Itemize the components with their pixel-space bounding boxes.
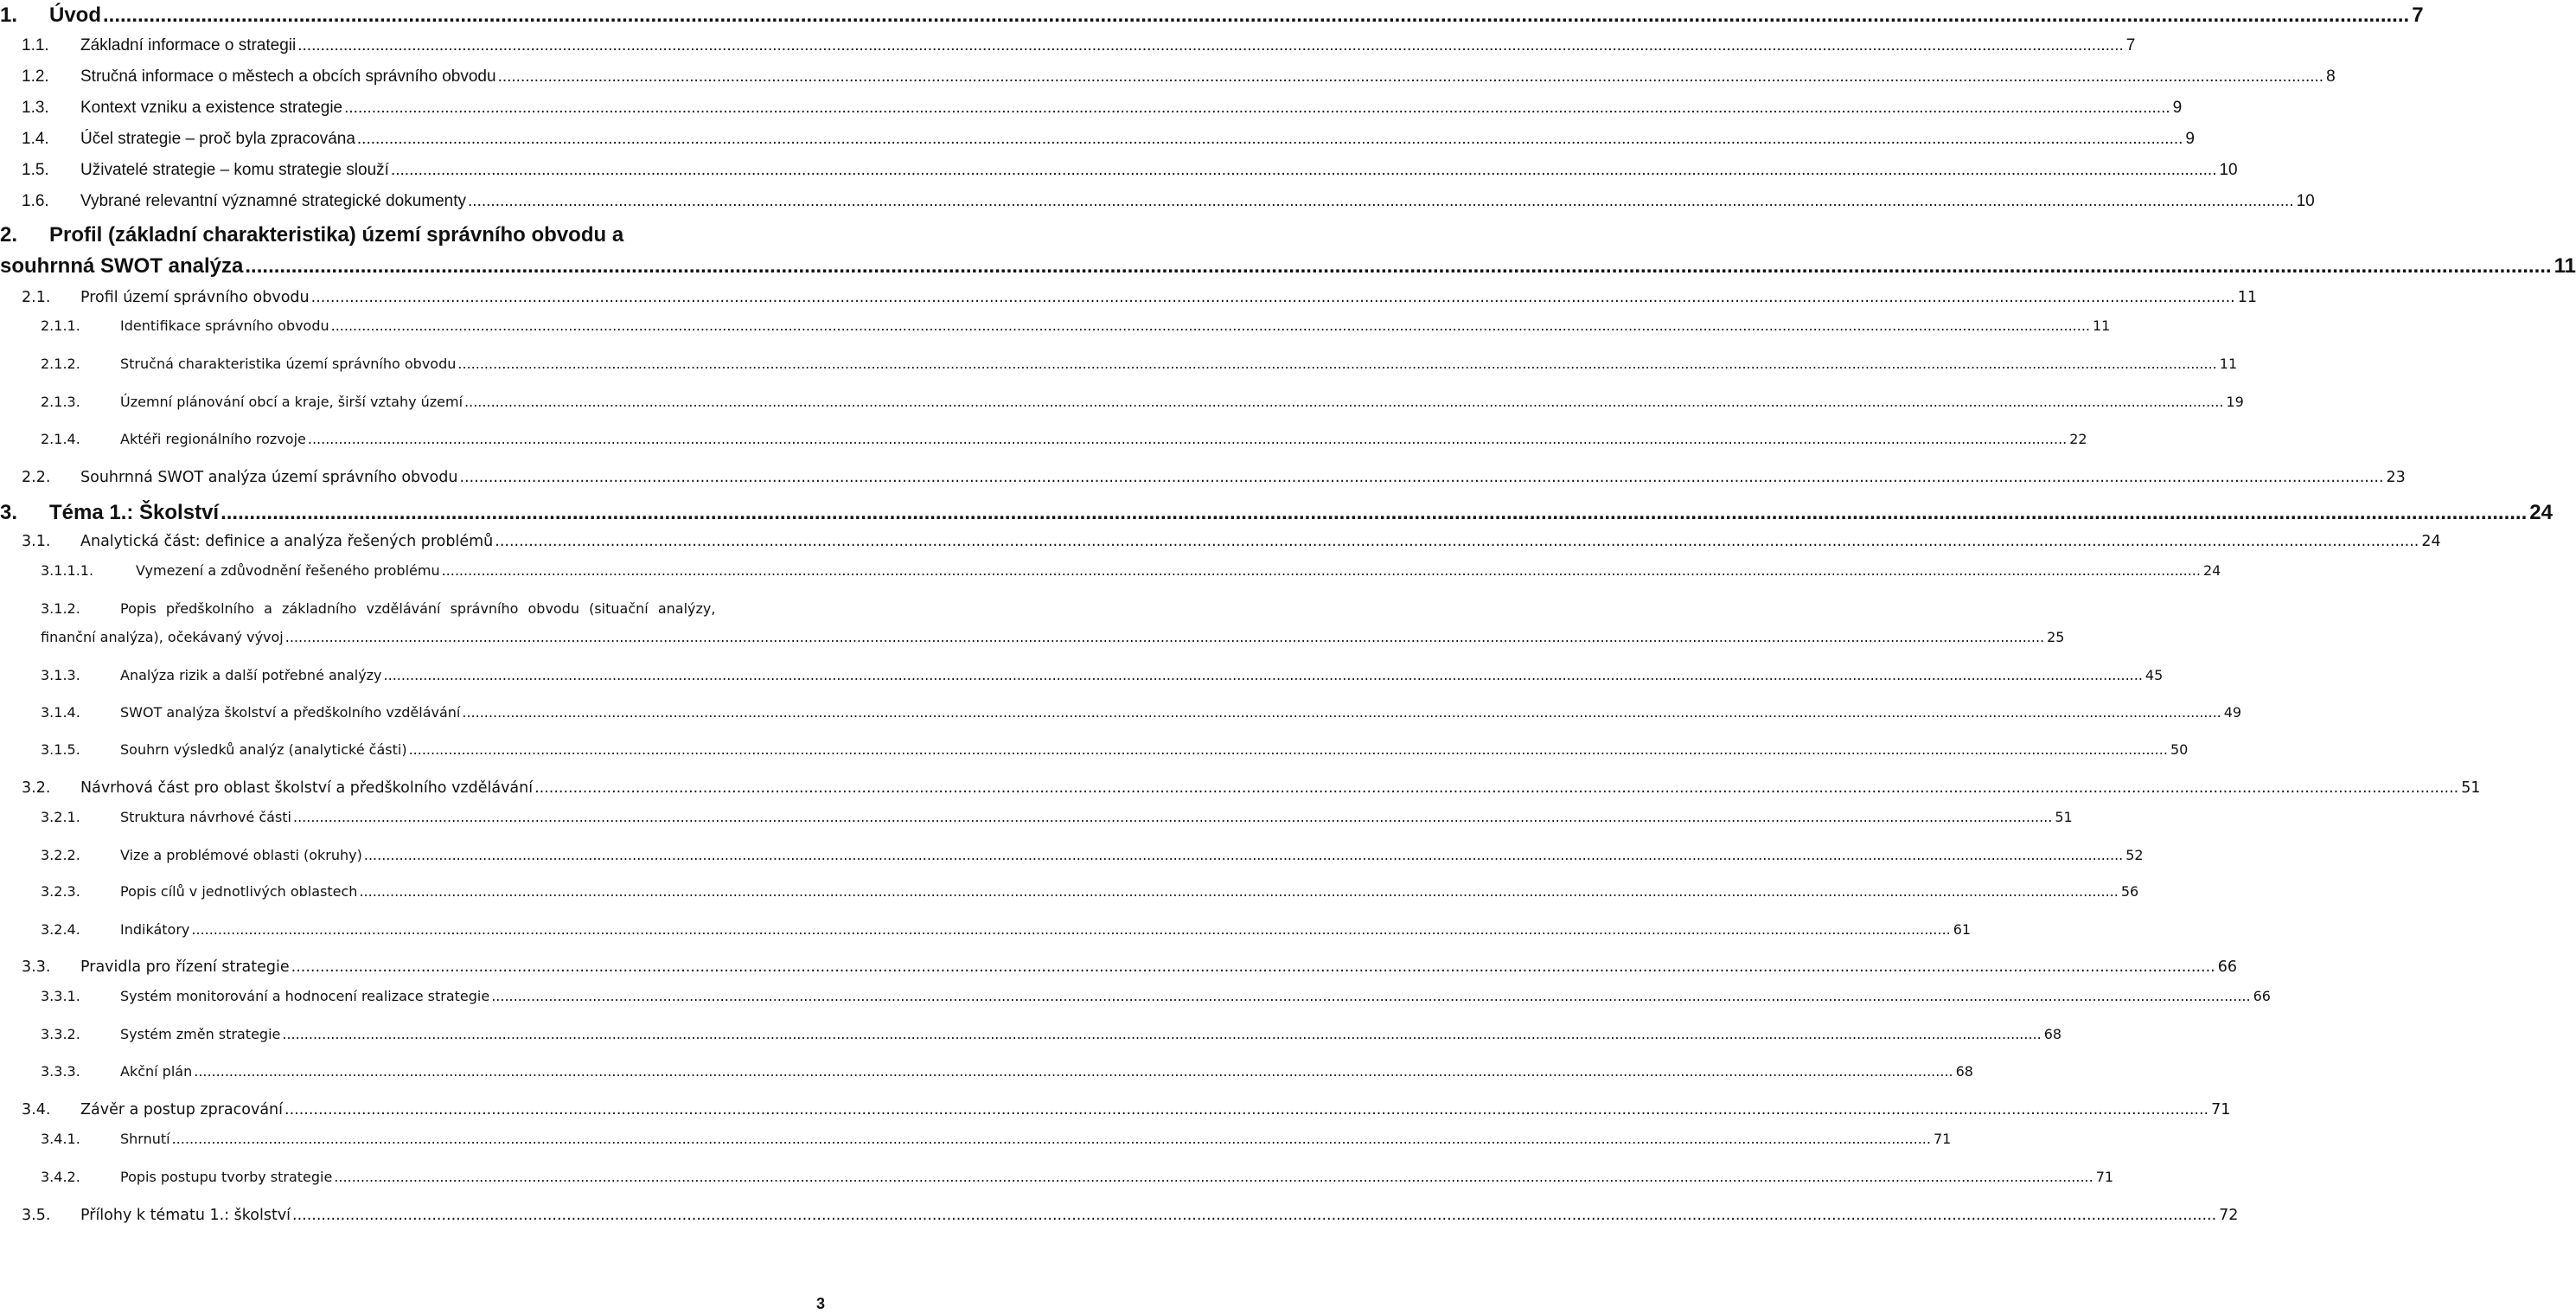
- toc-entry-title: Analytická část: definice a analýza řešených problémů: [80, 533, 494, 550]
- toc-entry-page: 50: [2170, 741, 2189, 758]
- toc-leader-dots: ................................................................................................................................................................................................................................................................................................................................................................................................................: [491, 988, 2251, 1004]
- toc-entry-page: 68: [1955, 1063, 1973, 1080]
- toc-entry-page: 11: [2093, 317, 2111, 334]
- toc-entry[interactable]: [41, 988, 2271, 1004]
- toc-entry-title: Indikátory: [120, 921, 190, 938]
- toc-entry[interactable]: [41, 600, 825, 617]
- toc-entry-title: Uživatelé strategie – komu strategie slouží: [80, 161, 389, 179]
- toc-entry-page: 10: [2219, 161, 2238, 179]
- toc-entry[interactable]: [41, 431, 2087, 447]
- toc-leader-dots: ................................................................................................................................................................................................................................................................................................................................................................................................................: [293, 809, 2053, 825]
- toc-entry-title: Struktura návrhové části: [120, 809, 291, 825]
- toc-leader-dots: ................................................................................................................................................................................................................................................................................................................................................................................................................: [310, 289, 2235, 306]
- toc-leader-dots: ................................................................................................................................................................................................................................................................................................................................................................................................................: [457, 356, 2217, 372]
- toc-entry-title: Profil území správního obvodu: [80, 289, 310, 306]
- toc-entry-title: Systém monitorování a hodnocení realizace strategie: [120, 988, 490, 1004]
- toc-entry[interactable]: [22, 161, 2238, 180]
- toc-entry[interactable]: [41, 741, 2189, 758]
- toc-entry-number: 1.1.: [22, 36, 49, 54]
- toc-entry[interactable]: [41, 356, 2238, 372]
- toc-leader-dots: ................................................................................................................................................................................................................................................................................................................................................................................................................: [495, 533, 2419, 550]
- toc-entry-title: Akční plán: [120, 1063, 193, 1080]
- toc-entry-number: 3.4.: [22, 1101, 51, 1119]
- toc-entry-number: 3.4.2.: [41, 1169, 80, 1185]
- toc-entry[interactable]: [41, 704, 2242, 721]
- toc-entry-page: 52: [2125, 847, 2144, 863]
- toc-entry[interactable]: [22, 1101, 2231, 1119]
- toc-entry-page: 19: [2226, 394, 2244, 410]
- toc-entry-number: 3.3.: [22, 958, 51, 976]
- toc-entry-page: 71: [2211, 1101, 2231, 1119]
- page-number: 3: [815, 1295, 825, 1312]
- toc-leader-dots: ................................................................................................................................................................................................................................................................................................................................................................................................................: [245, 254, 2552, 278]
- toc-entry-title: Základní informace o strategii: [80, 36, 297, 54]
- toc-entry[interactable]: [22, 289, 2258, 306]
- toc-entry[interactable]: [41, 847, 2144, 863]
- toc-leader-dots: ................................................................................................................................................................................................................................................................................................................................................................................................................: [468, 192, 2294, 210]
- toc-entry[interactable]: [22, 1207, 2239, 1224]
- toc-leader-dots: ................................................................................................................................................................................................................................................................................................................................................................................................................: [330, 317, 2090, 334]
- toc-leader-dots: ................................................................................................................................................................................................................................................................................................................................................................................................................: [363, 847, 2124, 863]
- toc-entry[interactable]: [41, 1131, 1952, 1147]
- toc-leader-dots: ................................................................................................................................................................................................................................................................................................................................................................................................................: [459, 469, 2384, 486]
- toc-entry-page: 9: [2172, 99, 2183, 117]
- toc-entry-number: 1.: [0, 3, 18, 27]
- toc-entry-page: 7: [2125, 36, 2136, 54]
- toc-entry-page: 24: [2202, 562, 2221, 579]
- toc-entry-number: 2.1.2.: [41, 356, 80, 372]
- toc-entry-title: Stručná informace o městech a obcích správního obvodu: [80, 67, 496, 86]
- toc-entry-title: Profil (základní charakteristika) území správního obvodu a: [49, 223, 624, 247]
- toc-entry-number: 1.5.: [22, 161, 49, 179]
- toc-entry[interactable]: [41, 317, 2111, 334]
- toc-entry-number: 3.1.3.: [41, 667, 80, 683]
- toc-entry[interactable]: [22, 130, 2195, 149]
- toc-entry[interactable]: [41, 921, 1972, 938]
- toc-entry-title: Přílohy k tématu 1.: školství: [80, 1207, 291, 1224]
- toc-leader-dots: ................................................................................................................................................................................................................................................................................................................................................................................................................: [334, 1169, 2093, 1185]
- toc-entry-title: Souhrnná SWOT analýza území správního obvodu: [80, 469, 458, 486]
- toc-entry-number: 3.1.: [22, 533, 51, 550]
- toc-entry[interactable]: [22, 67, 2336, 87]
- toc-entry[interactable]: [41, 1026, 2062, 1042]
- toc-entry-title: Popis předškolního a základního vzdělávání správního obvodu (situační analýzy,: [120, 600, 716, 617]
- toc-entry-page: 71: [1933, 1131, 1952, 1147]
- toc-entry-page: 66: [2217, 958, 2238, 976]
- toc-entry-number: 1.6.: [22, 192, 49, 210]
- toc-entry-page: 51: [2055, 809, 2073, 825]
- toc-leader-dots: ................................................................................................................................................................................................................................................................................................................................................................................................................: [307, 431, 2068, 447]
- toc-entry-page: 61: [1953, 921, 1972, 938]
- toc-entry[interactable]: [22, 469, 2406, 486]
- toc-entry[interactable]: [22, 958, 2238, 976]
- toc-entry-page: 71: [2095, 1169, 2114, 1185]
- toc-entry-number: 2.1.4.: [41, 431, 80, 447]
- toc-entry-number: 3.3.1.: [41, 988, 80, 1004]
- toc-leader-dots: ................................................................................................................................................................................................................................................................................................................................................................................................................: [297, 36, 2124, 54]
- toc-leader-dots: ................................................................................................................................................................................................................................................................................................................................................................................................................: [103, 3, 2410, 27]
- toc-entry-number: 3.2.: [22, 779, 51, 797]
- toc-entry-number: 3.4.1.: [41, 1131, 80, 1147]
- toc-entry[interactable]: [41, 667, 2164, 683]
- toc-leader-dots: ................................................................................................................................................................................................................................................................................................................................................................................................................: [441, 562, 2201, 579]
- toc-entry-title: Souhrn výsledků analýz (analytické části): [120, 741, 407, 758]
- toc-leader-dots: ................................................................................................................................................................................................................................................................................................................................................................................................................: [284, 629, 2045, 645]
- toc-leader-dots: ................................................................................................................................................................................................................................................................................................................................................................................................................: [356, 130, 2183, 148]
- toc-leader-dots: ................................................................................................................................................................................................................................................................................................................................................................................................................: [390, 161, 2217, 179]
- toc-entry-number: 1.2.: [22, 67, 49, 86]
- toc-leader-dots: ................................................................................................................................................................................................................................................................................................................................................................................................................: [534, 779, 2459, 797]
- toc-entry-page: 9: [2185, 130, 2195, 148]
- toc-leader-dots: ................................................................................................................................................................................................................................................................................................................................................................................................................: [221, 501, 2528, 524]
- toc-entry[interactable]: [41, 562, 2221, 579]
- toc-entry[interactable]: [41, 394, 2244, 410]
- toc-entry-title: Účel strategie – proč byla zpracována: [80, 130, 355, 148]
- toc-entry[interactable]: [41, 883, 2139, 900]
- toc-entry-page: 24: [2529, 501, 2553, 524]
- toc-entry-page: 72: [2219, 1207, 2239, 1224]
- toc-entry-number: 3.1.1.1.: [41, 562, 94, 579]
- toc-entry-number: 3.: [0, 501, 18, 524]
- toc-entry-number: 3.5.: [22, 1207, 51, 1224]
- toc-entry-title: Závěr a postup zpracování: [80, 1101, 284, 1119]
- toc-entry[interactable]: [0, 3, 2424, 28]
- toc-entry-title: Systém změn strategie: [120, 1026, 281, 1042]
- toc-entry-title: Vymezení a zdůvodnění řešeného problému: [136, 562, 440, 579]
- toc-entry[interactable]: [41, 1169, 2114, 1185]
- toc-entry-number: 3.3.3.: [41, 1063, 80, 1080]
- toc-entry-number: 2.1.: [22, 289, 51, 306]
- toc-entry-number: 3.2.3.: [41, 883, 80, 900]
- toc-entry-title: Úvod: [49, 3, 101, 27]
- toc-entry-title: Vybrané relevantní významné strategické dokumenty: [80, 192, 467, 210]
- toc-entry-title: Aktéři regionálního rozvoje: [120, 431, 306, 447]
- toc-entry-page: 10: [2296, 192, 2315, 210]
- toc-entry-title-line2: souhrnná SWOT analýza: [0, 254, 244, 278]
- toc-entry-page: 68: [2043, 1026, 2062, 1042]
- toc-entry-title: Územní plánování obcí a kraje, širší vztahy území: [120, 394, 463, 410]
- toc-entry-page: 11: [2554, 254, 2576, 278]
- toc-entry-page: 25: [2047, 629, 2065, 645]
- toc-entry-page: 7: [2412, 3, 2424, 27]
- toc-entry-page: 49: [2223, 704, 2242, 721]
- toc-entry-number: 2.: [0, 223, 18, 247]
- toc-entry[interactable]: [22, 779, 2481, 797]
- toc-entry-number: 3.1.4.: [41, 704, 80, 721]
- toc-entry[interactable]: [22, 192, 2315, 211]
- toc-entry-number: 3.1.2.: [41, 600, 80, 617]
- toc-entry-number: 3.2.2.: [41, 847, 80, 863]
- toc-entry-number: 1.3.: [22, 99, 49, 117]
- toc-entry-number: 1.4.: [22, 130, 49, 148]
- toc-entry-page: 56: [2120, 883, 2139, 900]
- toc-entry-title: Kontext vzniku a existence strategie: [80, 99, 343, 117]
- toc-entry-page: 23: [2386, 469, 2406, 486]
- toc-entry-title: Shrnutí: [120, 1131, 170, 1147]
- toc-leader-dots: ................................................................................................................................................................................................................................................................................................................................................................................................................: [171, 1131, 1931, 1147]
- toc-entry-page: 45: [2145, 667, 2164, 683]
- toc-leader-dots: ................................................................................................................................................................................................................................................................................................................................................................................................................: [292, 1207, 2217, 1224]
- toc-entry-title: Analýza rizik a další potřebné analýzy: [120, 667, 382, 683]
- toc-entry-page: 22: [2069, 431, 2087, 447]
- toc-entry-title-line2: finanční analýza), očekávaný vývoj: [41, 629, 284, 645]
- toc-entry-title: Pravidla pro řízení strategie: [80, 958, 290, 976]
- toc-entry[interactable]: [0, 223, 825, 247]
- toc-entry-title: Popis postupu tvorby strategie: [120, 1169, 333, 1185]
- toc-leader-dots: ................................................................................................................................................................................................................................................................................................................................................................................................................: [282, 1026, 2042, 1042]
- toc-entry-number: 3.2.4.: [41, 921, 80, 938]
- toc-entry[interactable]: [0, 501, 2553, 525]
- toc-entry-page: 24: [2421, 533, 2441, 550]
- toc-entry-title: Návrhová část pro oblast školství a předškolního vzdělávání: [80, 779, 534, 797]
- toc-entry-continuation[interactable]: [41, 629, 2065, 645]
- toc-entry-page: 51: [2461, 779, 2481, 797]
- toc-entry-number: 3.2.1.: [41, 809, 80, 825]
- toc-leader-dots: ................................................................................................................................................................................................................................................................................................................................................................................................................: [383, 667, 2143, 683]
- toc-leader-dots: ................................................................................................................................................................................................................................................................................................................................................................................................................: [359, 883, 2119, 900]
- toc-entry-title: Stručná charakteristika území správního obvodu: [120, 356, 457, 372]
- toc-entry-number: 2.1.3.: [41, 394, 80, 410]
- toc-entry-number: 3.1.5.: [41, 741, 80, 758]
- toc-leader-dots: ................................................................................................................................................................................................................................................................................................................................................................................................................: [191, 921, 1951, 938]
- toc-leader-dots: ................................................................................................................................................................................................................................................................................................................................................................................................................: [462, 704, 2221, 721]
- toc-entry[interactable]: [41, 809, 2073, 825]
- toc-entry-title: SWOT analýza školství a předškolního vzdělávání: [120, 704, 461, 721]
- toc-entry[interactable]: [22, 533, 2441, 550]
- toc-entry-title: Popis cílů v jednotlivých oblastech: [120, 883, 358, 900]
- toc-entry-number: 2.2.: [22, 469, 51, 486]
- toc-entry[interactable]: [41, 1063, 1973, 1080]
- toc-leader-dots: ................................................................................................................................................................................................................................................................................................................................................................................................................: [284, 1101, 2209, 1119]
- toc-entry-page: 11: [2237, 289, 2258, 306]
- toc-entry-title: Téma 1.: Školství: [49, 501, 220, 524]
- toc-leader-dots: ................................................................................................................................................................................................................................................................................................................................................................................................................: [464, 394, 2224, 410]
- toc-leader-dots: ................................................................................................................................................................................................................................................................................................................................................................................................................: [291, 958, 2215, 976]
- toc-entry-page: 8: [2326, 67, 2336, 86]
- toc-leader-dots: ................................................................................................................................................................................................................................................................................................................................................................................................................: [194, 1063, 1953, 1080]
- toc-entry-title: Identifikace správního obvodu: [120, 317, 329, 334]
- toc-entry-page: 11: [2219, 356, 2238, 372]
- toc-entry-number: 2.1.1.: [41, 317, 80, 334]
- toc-leader-dots: ................................................................................................................................................................................................................................................................................................................................................................................................................: [344, 99, 2170, 117]
- toc-leader-dots: ................................................................................................................................................................................................................................................................................................................................................................................................................: [497, 67, 2324, 86]
- toc-leader-dots: ................................................................................................................................................................................................................................................................................................................................................................................................................: [408, 741, 2168, 758]
- toc-entry-title: Vize a problémové oblasti (okruhy): [120, 847, 362, 863]
- toc-entry-page: 66: [2253, 988, 2271, 1004]
- toc-entry[interactable]: [22, 99, 2183, 118]
- toc-entry[interactable]: [22, 36, 2136, 55]
- toc-entry-continuation[interactable]: [0, 254, 2576, 279]
- toc-entry-number: 3.3.2.: [41, 1026, 80, 1042]
